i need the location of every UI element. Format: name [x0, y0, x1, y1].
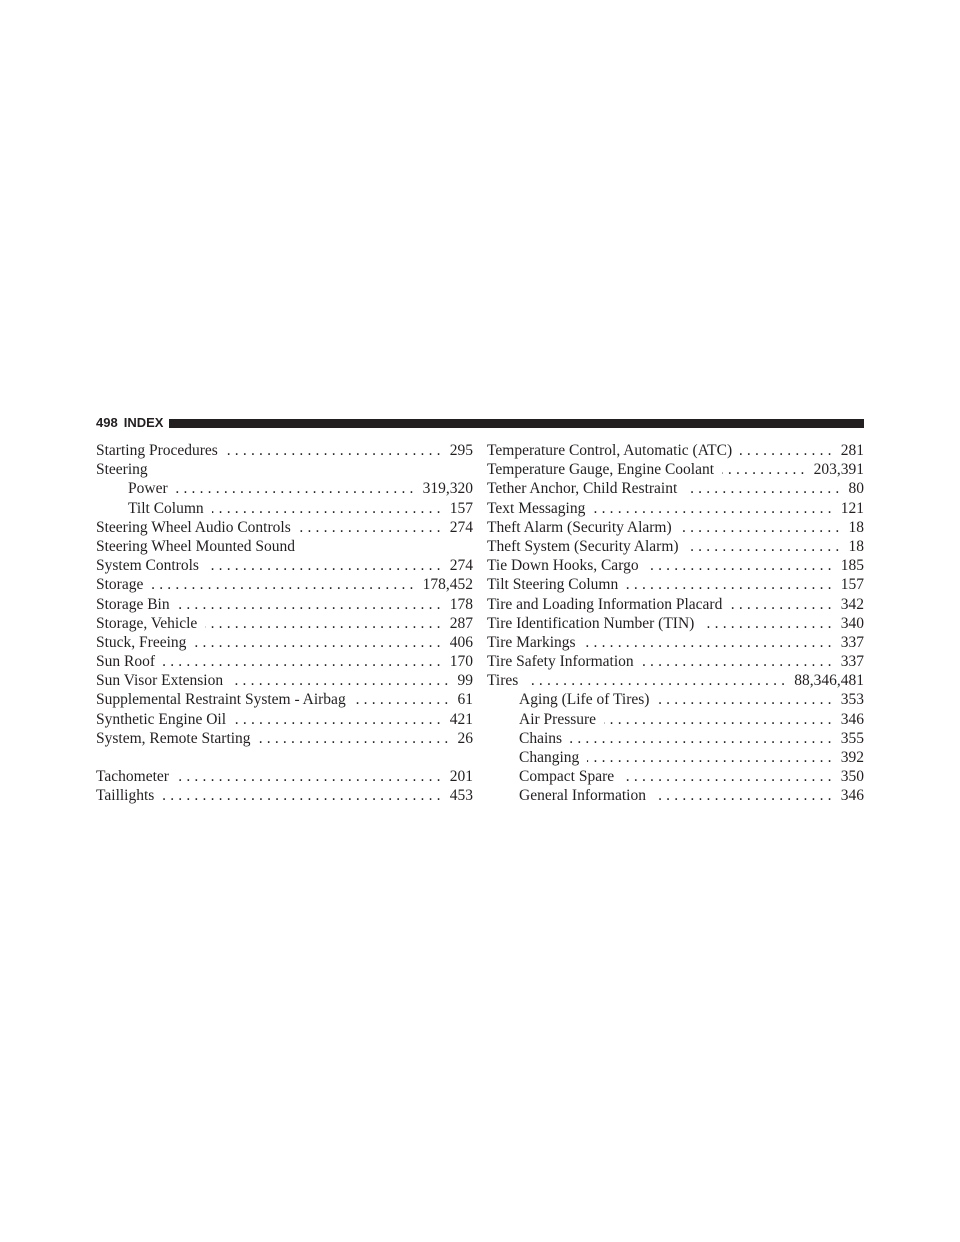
index-term: Supplemental Restraint System - Airbag — [96, 691, 346, 709]
index-term: Starting Procedures — [96, 442, 218, 459]
index-term: Stuck, Freeing — [96, 633, 187, 651]
index-term: Changing — [519, 749, 580, 766]
index-page-ref: 350 — [840, 768, 864, 786]
index-page-ref: 88,346,481 — [794, 672, 864, 690]
dot-leader — [593, 499, 835, 518]
index-entry — [96, 652, 473, 671]
index-term: Tie Down Hooks, Cargo — [487, 557, 639, 575]
dot-leader — [570, 729, 836, 748]
dot-leader — [259, 729, 453, 748]
dot-leader — [647, 556, 836, 575]
dot-leader — [657, 690, 835, 709]
index-entry — [96, 595, 473, 614]
dot-leader — [722, 460, 809, 479]
dot-leader — [642, 652, 836, 671]
index-entry — [96, 614, 473, 633]
index-page-ref: 346 — [840, 787, 864, 805]
index-term: General Information — [519, 787, 646, 805]
dot-leader — [231, 671, 452, 690]
dot-leader — [622, 767, 836, 786]
index-page-ref: 295 — [449, 442, 473, 459]
dot-leader — [177, 767, 445, 786]
page-number: 498 — [96, 415, 118, 430]
dot-leader — [226, 441, 445, 460]
dot-leader — [730, 595, 835, 614]
index-page-ref: 319,320 — [422, 480, 473, 498]
index-entry — [487, 537, 864, 556]
dot-leader — [176, 479, 418, 498]
index-subentry — [96, 479, 473, 498]
index-term: Sun Roof — [96, 653, 155, 671]
dot-leader — [212, 499, 445, 518]
index-page-ref: 287 — [449, 614, 473, 632]
index-term: Compact Spare — [519, 768, 615, 786]
dot-leader — [740, 441, 836, 460]
index-term: Taillights — [96, 787, 155, 805]
index-page-ref: 157 — [840, 576, 864, 594]
index-subentry — [487, 748, 864, 767]
dot-leader — [163, 652, 445, 671]
index-page-ref: 453 — [449, 787, 473, 805]
index-term: Chains — [519, 729, 563, 747]
index-page-ref: 170 — [449, 653, 473, 671]
index-page-ref: 178,452 — [422, 576, 473, 594]
dot-leader — [604, 710, 836, 729]
section-title: INDEX — [123, 415, 164, 430]
index-entry — [96, 671, 473, 690]
index-entry — [487, 671, 864, 690]
index-subentry — [487, 767, 864, 786]
index-page-ref: 337 — [840, 653, 864, 671]
dot-leader — [526, 671, 789, 690]
index-page-ref: 178 — [449, 595, 473, 613]
index-entry — [96, 537, 473, 556]
dot-leader — [680, 518, 844, 537]
index-term: Tire and Loading Information Placard — [487, 595, 723, 613]
index-term: Sun Visor Extension — [96, 672, 224, 690]
index-page-ref: 203,391 — [813, 461, 864, 479]
header-rule — [169, 419, 864, 428]
index-term: Temperature Gauge, Engine Coolant — [487, 461, 715, 479]
index-term: Steering Wheel Mounted Sound — [96, 537, 296, 555]
index-entry — [487, 633, 864, 652]
index-term: Air Pressure — [519, 710, 597, 728]
index-term: Theft Alarm (Security Alarm) — [487, 518, 672, 536]
index-entry — [487, 518, 864, 537]
index-page-ref: 392 — [840, 749, 864, 766]
index-page-ref: 121 — [840, 499, 864, 517]
index-page-ref: 274 — [449, 518, 473, 536]
index-term: Storage Bin — [96, 595, 170, 613]
index-page-ref: 353 — [840, 691, 864, 709]
index-page-ref: 99 — [457, 672, 473, 690]
index-page-ref: 355 — [840, 729, 864, 747]
index-entry — [96, 460, 473, 479]
dot-leader — [687, 537, 844, 556]
index-entry — [96, 767, 473, 786]
index-term: System Controls — [96, 557, 199, 575]
index-subentry — [487, 729, 864, 748]
index-entry — [487, 556, 864, 575]
index-page-ref: 342 — [840, 595, 864, 613]
dot-leader — [194, 633, 444, 652]
index-subentry — [487, 786, 864, 805]
dot-leader — [587, 748, 835, 767]
dot-leader — [299, 518, 445, 537]
dot-leader — [354, 690, 453, 709]
dot-leader — [205, 614, 444, 633]
index-entry — [487, 479, 864, 498]
index-term: System, Remote Starting — [96, 729, 251, 747]
index-term: Tether Anchor, Child Restraint — [487, 480, 678, 498]
index-page-ref: 157 — [449, 499, 473, 517]
index-subentry — [487, 690, 864, 709]
index-page-ref: 340 — [840, 614, 864, 632]
index-subentry — [487, 710, 864, 729]
index-term: Theft System (Security Alarm) — [487, 537, 679, 555]
index-entry — [487, 614, 864, 633]
index-subentry — [96, 499, 473, 518]
index-page-ref: 201 — [449, 768, 473, 786]
index-entry — [96, 710, 473, 729]
dot-leader — [178, 595, 445, 614]
index-term: Steering Wheel Audio Controls — [96, 518, 291, 536]
index-term: Synthetic Engine Oil — [96, 710, 227, 728]
index-entry — [487, 499, 864, 518]
index-term: Steering — [96, 461, 148, 479]
index-term: Tachometer — [96, 768, 169, 786]
dot-leader — [654, 786, 836, 805]
page-header — [96, 415, 864, 431]
index-term: Tires — [487, 672, 519, 690]
index-page-ref: 346 — [840, 710, 864, 728]
index-page-ref: 406 — [449, 633, 473, 651]
dot-leader — [702, 614, 835, 633]
index-page-ref: 185 — [840, 557, 864, 575]
dot-leader — [207, 556, 445, 575]
index-entry — [96, 556, 473, 575]
index-page-ref: 61 — [457, 691, 473, 709]
index-term: Aging (Life of Tires) — [519, 691, 650, 709]
index-column-right — [487, 441, 864, 806]
index-entry — [487, 652, 864, 671]
index-term: Tire Identification Number (TIN) — [487, 614, 695, 632]
index-page-ref: 421 — [449, 710, 473, 728]
index-entry — [487, 460, 864, 479]
index-page-ref: 18 — [848, 518, 864, 536]
index-page-ref: 80 — [848, 480, 864, 498]
index-term: Storage, Vehicle — [96, 614, 198, 632]
dot-leader — [151, 575, 417, 594]
index-page-ref: 26 — [457, 729, 473, 747]
index-entry — [96, 729, 473, 748]
dot-leader — [626, 575, 836, 594]
index-entry — [487, 441, 864, 460]
index-term: Storage — [96, 576, 144, 594]
index-term: Temperature Control, Automatic (ATC) — [487, 442, 733, 459]
dot-leader — [685, 479, 843, 498]
index-entry — [96, 690, 473, 709]
index-page-ref: 18 — [848, 537, 864, 555]
index-column-left — [96, 441, 473, 806]
index-entry — [96, 518, 473, 537]
index-entry — [96, 633, 473, 652]
index-spacer — [96, 748, 473, 767]
index-entry — [487, 595, 864, 614]
index-entry — [96, 575, 473, 594]
index-page-ref: 281 — [840, 442, 864, 459]
index-page-ref: 274 — [449, 557, 473, 575]
index-entry — [96, 441, 473, 460]
index-term: Tilt Column — [128, 499, 204, 517]
index-term: Tire Markings — [487, 633, 576, 651]
index-term: Power — [128, 480, 168, 498]
index-term: Tire Safety Information — [487, 653, 634, 671]
index-page-ref: 337 — [840, 633, 864, 651]
index-entry — [96, 786, 473, 805]
index-entry — [487, 575, 864, 594]
dot-leader — [162, 786, 444, 805]
index-term: Tilt Steering Column — [487, 576, 619, 594]
dot-leader — [234, 710, 445, 729]
dot-leader — [584, 633, 836, 652]
index-term: Text Messaging — [487, 499, 586, 517]
